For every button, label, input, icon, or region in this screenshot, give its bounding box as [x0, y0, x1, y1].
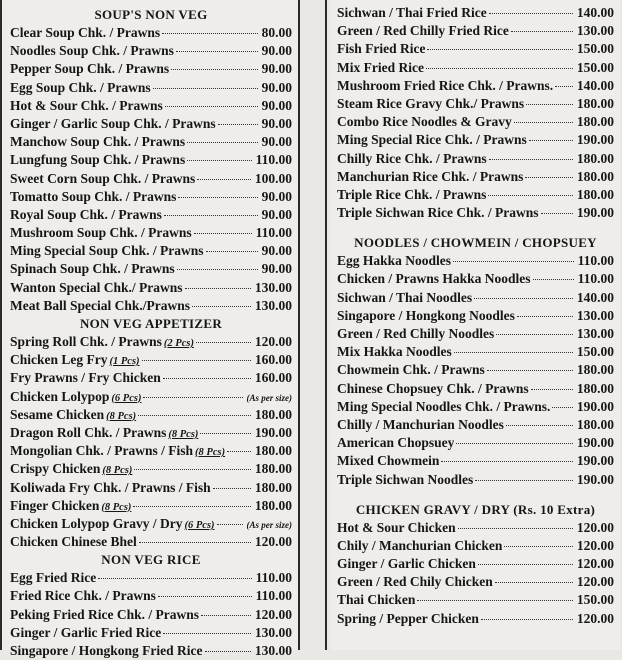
dot-leader: [488, 195, 573, 196]
menu-item: [10, 60, 292, 78]
item-price: 120.00: [254, 334, 292, 349]
item-price: 190.00: [576, 205, 614, 221]
item-name: Finger Chicken: [10, 497, 100, 513]
dot-leader: [206, 251, 258, 252]
menu-item: [337, 186, 614, 204]
dot-leader: [196, 342, 251, 343]
item-name: Chilly Rice Chk. / Prawns: [337, 150, 487, 166]
dot-leader: [138, 415, 251, 416]
menu-item: [10, 151, 292, 169]
item-price: 130.00: [254, 643, 292, 658]
menu-item: [337, 380, 614, 398]
item-name: Dragon Roll Chk. / Prawns: [10, 424, 167, 440]
item-name: Mix Fried Rice: [337, 59, 424, 75]
item-name: Steam Rice Gravy Chk./ Prawns: [337, 95, 525, 111]
section-title: NOODLES / CHOWMEIN / CHOPSUEY: [354, 235, 597, 251]
item-price: 180.00: [576, 150, 614, 166]
item-price: 90.00: [261, 61, 292, 77]
item-price: 110.00: [255, 570, 292, 586]
menu-item: [10, 242, 292, 260]
item-piece-note: (1 Pcs): [109, 356, 140, 368]
menu-item: [10, 497, 292, 515]
item-name: Chinese Chopsuey Chk. / Prawns: [337, 380, 529, 396]
dot-leader: [533, 279, 574, 280]
item-price: 160.00: [254, 370, 292, 386]
menu-item: [10, 587, 292, 605]
dot-leader: [474, 298, 573, 299]
item-name: Tomatto Soup Chk. / Prawns: [10, 188, 177, 204]
item-piece-note: (2 Pcs): [163, 338, 194, 349]
item-name: Hot & Sour Chk. / Prawns: [10, 97, 163, 113]
item-name: Chicken / Prawns Hakka Noodles: [337, 271, 531, 287]
menu-item: [10, 406, 292, 424]
dot-leader: [504, 546, 572, 547]
item-name: Spring Roll Chk. / Prawns: [10, 334, 162, 349]
menu-item: [337, 59, 614, 77]
menu-item: [337, 95, 614, 113]
item-name: Sichwan / Thai Fried Rice: [337, 5, 487, 20]
item-name: Egg Hakka Noodles: [337, 253, 452, 269]
menu-item: [10, 388, 292, 406]
item-name: Sesame Chicken: [10, 406, 105, 422]
menu-item: [337, 573, 614, 591]
item-name: Singapore / Hongkong Noodles: [337, 307, 515, 323]
dot-leader: [514, 122, 573, 123]
item-name: Lungfung Soup Chk. / Prawns: [10, 152, 186, 168]
dot-leader: [217, 524, 243, 525]
item-price: 110.00: [577, 271, 614, 287]
item-name: Fry Prawns / Fry Chicken: [10, 370, 161, 386]
item-name: Ming Special Rice Chk. / Prawns: [337, 132, 527, 148]
dot-leader: [133, 506, 250, 507]
item-price: 160.00: [254, 352, 292, 368]
dot-leader: [227, 451, 251, 452]
item-price: 120.00: [576, 556, 614, 572]
menu-item: [337, 325, 614, 343]
item-name: Chicken Lolypop: [10, 388, 110, 404]
dot-leader: [158, 596, 252, 597]
item-name: Wanton Special Chk./ Prawns: [10, 279, 183, 295]
menu-item: [337, 555, 614, 573]
item-price: 150.00: [576, 344, 614, 360]
dot-leader: [478, 564, 573, 565]
item-price: 190.00: [576, 453, 614, 469]
menu-item: [10, 442, 292, 460]
menu-item: [10, 642, 292, 660]
item-price: 90.00: [261, 43, 292, 59]
item-price: 150.00: [576, 59, 614, 75]
item-name: Green / Red Chilly Noodles: [337, 326, 495, 341]
item-name: Triple Sichwan Noodles: [337, 471, 474, 487]
item-name: Sweet Corn Soup Chk. / Prawns: [10, 170, 196, 186]
menu-item: [10, 624, 292, 642]
dot-leader: [511, 31, 573, 32]
item-piece-note: (6 Pcs): [184, 519, 215, 531]
item-name: Chicken Chinese Bhel: [10, 534, 137, 550]
item-piece-note: (8 Pcs): [102, 465, 133, 477]
dot-leader: [218, 124, 258, 125]
item-price: 120.00: [576, 537, 614, 553]
dot-leader: [163, 378, 251, 379]
menu-item: [337, 434, 614, 452]
dot-leader: [453, 261, 574, 262]
dot-leader: [162, 33, 257, 34]
item-price: (As per size): [246, 519, 292, 530]
item-name: Pepper Soup Chk. / Prawns: [10, 61, 170, 77]
dot-leader: [143, 397, 242, 398]
menu-item: [337, 77, 614, 95]
menu-item: [10, 42, 292, 60]
item-price: 190.00: [576, 471, 614, 487]
menu-item: [337, 416, 614, 434]
item-price: 180.00: [576, 95, 614, 111]
menu-item: [10, 79, 292, 97]
dot-leader: [531, 389, 573, 390]
menu-column-right: [331, 0, 620, 650]
item-name: American Chopsuey: [337, 435, 455, 451]
dot-leader: [213, 488, 251, 489]
item-name: Spinach Soup Chk. / Prawns: [10, 261, 175, 277]
item-name: Peking Fried Rice Chk. / Prawns: [10, 606, 199, 622]
item-price: 120.00: [576, 574, 614, 590]
dot-leader: [187, 160, 251, 161]
item-price: 150.00: [576, 41, 614, 57]
item-name: Sichwan / Thai Noodles: [337, 289, 473, 305]
item-name: Manchow Soup Chk. / Prawns: [10, 134, 186, 150]
item-piece-note: (8 Pcs): [106, 410, 137, 422]
item-price: 130.00: [254, 279, 292, 295]
dot-leader: [489, 13, 573, 14]
item-price: 180.00: [254, 479, 292, 495]
item-name: Chowmein Chk. / Prawns: [337, 362, 485, 378]
item-name: Chicken Leg Fry: [10, 352, 108, 368]
item-price: 130.00: [254, 297, 292, 313]
item-price: 90.00: [261, 134, 292, 150]
menu-item: [337, 591, 614, 609]
item-name: Noodles Soup Chk. / Prawns: [10, 43, 174, 59]
item-name: Fish Fried Rice: [337, 41, 426, 57]
menu-item: [337, 22, 614, 40]
item-name: Chily / Manchurian Chicken: [337, 537, 503, 553]
item-price: 120.00: [254, 534, 292, 550]
item-name: Hot & Sour Chicken: [337, 519, 456, 535]
menu-item: [337, 361, 614, 379]
item-name: Royal Soup Chk. / Prawns: [10, 206, 162, 222]
menu-item: [10, 297, 292, 315]
item-price: 100.00: [254, 170, 292, 186]
menu-item: [337, 307, 614, 325]
item-price: 140.00: [576, 5, 614, 20]
item-price: 190.00: [254, 424, 292, 440]
menu-item: [337, 471, 614, 489]
menu-item: [337, 252, 614, 270]
item-price: 180.00: [254, 461, 292, 477]
menu-item: [10, 460, 292, 478]
item-price: 110.00: [255, 588, 292, 604]
dot-leader: [201, 615, 251, 616]
item-name: Mixed Chowmein: [337, 453, 440, 469]
item-piece-note: (6 Pcs): [111, 392, 142, 404]
menu-item: [337, 204, 614, 222]
menu-item: [10, 424, 292, 442]
menu-item: [10, 279, 292, 297]
item-price: 180.00: [576, 380, 614, 396]
dot-leader: [517, 316, 573, 317]
dot-leader: [192, 306, 251, 307]
menu-item: [337, 519, 614, 537]
dot-leader: [555, 86, 573, 87]
menu-item: [337, 40, 614, 58]
menu-item: [10, 206, 292, 224]
dot-leader: [495, 582, 573, 583]
item-price: 180.00: [254, 443, 292, 459]
dot-leader: [487, 370, 573, 371]
section-gap: [337, 222, 614, 234]
item-price: 180.00: [576, 168, 614, 184]
menu-item: [10, 115, 292, 133]
dot-leader: [163, 633, 251, 634]
menu-item: [10, 333, 292, 351]
item-price: 180.00: [576, 362, 614, 378]
menu-item: [10, 533, 292, 551]
item-name: Chicken Lolypop Gravy / Dry: [10, 515, 183, 531]
item-name: Mushroom Fried Rice Chk. / Prawns.: [337, 77, 554, 93]
item-name: Ginger / Garlic Fried Rice: [10, 624, 162, 640]
menu-item: [337, 4, 614, 22]
item-name: Mix Hakka Noodles: [337, 344, 452, 360]
dot-leader: [525, 177, 572, 178]
item-name: Crispy Chicken: [10, 461, 101, 477]
item-name: Ming Special Soup Chk. / Prawns: [10, 243, 204, 259]
menu-column-left: [2, 0, 298, 658]
section-title: NON VEG APPETIZER: [79, 316, 223, 331]
item-price: 120.00: [254, 606, 292, 622]
dot-leader: [200, 433, 250, 434]
item-price: 190.00: [576, 132, 614, 148]
item-price: (As per size): [246, 392, 292, 403]
dot-leader: [456, 443, 573, 444]
dot-leader: [185, 288, 251, 289]
item-price: 80.00: [261, 25, 292, 40]
section-title: SOUP'S NON VEG: [94, 7, 208, 22]
menu-item: [10, 569, 292, 587]
item-price: 110.00: [255, 152, 292, 168]
item-price: 90.00: [261, 115, 292, 131]
dot-leader: [165, 106, 258, 107]
menu-item: [337, 343, 614, 361]
dot-leader: [481, 619, 573, 620]
item-name: Egg Soup Chk. / Prawns: [10, 79, 151, 95]
item-name: Triple Sichwan Rice Chk. / Prawns: [337, 205, 539, 221]
dot-leader: [426, 68, 573, 69]
menu-item: [337, 168, 614, 186]
dot-leader: [187, 142, 257, 143]
item-price: 130.00: [254, 624, 292, 640]
menu-item: [10, 369, 292, 387]
item-name: Meat Ball Special Chk./Prawns: [10, 297, 191, 313]
item-price: 190.00: [576, 398, 614, 414]
item-name: Chilly / Manchurian Noodles: [337, 416, 504, 432]
dot-leader: [164, 215, 258, 216]
item-price: 90.00: [261, 97, 292, 113]
item-price: 180.00: [254, 406, 292, 422]
dot-leader: [506, 425, 573, 426]
item-name: Green / Red Chilly Fried Rice: [337, 23, 509, 39]
menu-item: [337, 289, 614, 307]
dot-leader: [496, 334, 573, 335]
dot-leader: [153, 88, 258, 89]
item-price: 120.00: [576, 519, 614, 535]
item-price: 180.00: [576, 416, 614, 432]
menu-item: [337, 537, 614, 555]
dot-leader: [205, 651, 251, 652]
menu-item: [10, 515, 292, 533]
item-price: 110.00: [255, 225, 292, 241]
item-price: 130.00: [576, 307, 614, 323]
dot-leader: [178, 197, 257, 198]
item-name: Ginger / Garlic Soup Chk. / Prawns: [10, 115, 216, 131]
item-price: 90.00: [261, 188, 292, 204]
menu-item: [337, 610, 614, 628]
item-name: Clear Soup Chk. / Prawns: [10, 25, 161, 40]
menu-item: [10, 97, 292, 115]
item-price: 140.00: [576, 77, 614, 93]
item-name: Ginger / Garlic Chicken: [337, 556, 476, 572]
item-price: 90.00: [261, 206, 292, 222]
section-title: NON VEG RICE: [101, 552, 201, 568]
dot-leader: [441, 461, 573, 462]
item-price: 190.00: [576, 435, 614, 451]
item-name: Mushroom Soup Chk. / Prawns: [10, 225, 192, 241]
item-price: 120.00: [576, 610, 614, 626]
dot-leader: [458, 528, 573, 529]
section-gap: [337, 489, 614, 501]
menu-item: [337, 113, 614, 131]
item-name: Triple Rice Chk. / Prawns: [337, 186, 487, 202]
dot-leader: [489, 159, 573, 160]
item-price: 110.00: [577, 253, 614, 269]
item-piece-note: (8 Pcs): [195, 447, 226, 459]
dot-leader: [176, 51, 258, 52]
item-name: Singapore / Hongkong Fried Rice: [10, 643, 203, 658]
item-name: Egg Fried Rice: [10, 570, 97, 586]
item-name: Combo Rice Noodles & Gravy: [337, 114, 512, 130]
item-price: 150.00: [576, 592, 614, 608]
item-name: Green / Red Chily Chicken: [337, 574, 493, 590]
dot-leader: [139, 542, 251, 543]
menu-item: [337, 452, 614, 470]
item-name: Manchurian Rice Chk. / Prawns: [337, 168, 524, 184]
item-name: Thai Chicken: [337, 592, 416, 608]
dot-leader: [541, 213, 573, 214]
column-divider-left: [298, 0, 300, 650]
dot-leader: [427, 49, 572, 50]
item-piece-note: (8 Pcs): [101, 501, 132, 513]
dot-leader: [194, 233, 252, 234]
menu-item: [10, 606, 292, 624]
dot-leader: [177, 269, 258, 270]
menu-item: [337, 270, 614, 288]
item-price: 90.00: [261, 79, 292, 95]
item-price: 90.00: [261, 261, 292, 277]
item-name: Fried Rice Chk. / Prawns: [10, 588, 156, 604]
menu-item: [337, 131, 614, 149]
dot-leader: [454, 352, 573, 353]
menu-item: [10, 479, 292, 497]
item-name: Mongolian Chk. / Prawns / Fish: [10, 443, 194, 459]
item-name: Spring / Pepper Chicken: [337, 610, 479, 626]
menu-item: [10, 170, 292, 188]
dot-leader: [529, 140, 573, 141]
item-price: 130.00: [576, 23, 614, 39]
item-price: 180.00: [576, 186, 614, 202]
item-price: 90.00: [261, 243, 292, 259]
item-price: 180.00: [576, 114, 614, 130]
menu-item: [10, 188, 292, 206]
dot-leader: [417, 600, 572, 601]
dot-leader: [197, 179, 251, 180]
menu-item: [337, 150, 614, 168]
dot-leader: [134, 469, 250, 470]
column-divider-right: [325, 0, 327, 650]
menu-item: [10, 351, 292, 369]
dot-leader: [98, 578, 251, 579]
dot-leader: [475, 480, 573, 481]
item-name: Ming Special Noodles Chk. / Prawns.: [337, 398, 551, 414]
item-piece-note: (8 Pcs): [168, 428, 199, 440]
dot-leader: [171, 69, 257, 70]
menu-item: [10, 24, 292, 42]
item-price: 180.00: [254, 497, 292, 513]
menu-item: [337, 398, 614, 416]
section-title: CHICKEN GRAVY / DRY (Rs. 10 Extra): [355, 501, 596, 517]
dot-leader: [142, 360, 251, 361]
item-price: 140.00: [576, 289, 614, 305]
menu-item: [10, 260, 292, 278]
menu-item: [10, 224, 292, 242]
dot-leader: [552, 407, 572, 408]
item-name: Koliwada Fry Chk. / Prawns / Fish: [10, 479, 211, 495]
menu-item: [10, 133, 292, 151]
dot-leader: [526, 104, 573, 105]
item-price: 130.00: [576, 326, 614, 341]
